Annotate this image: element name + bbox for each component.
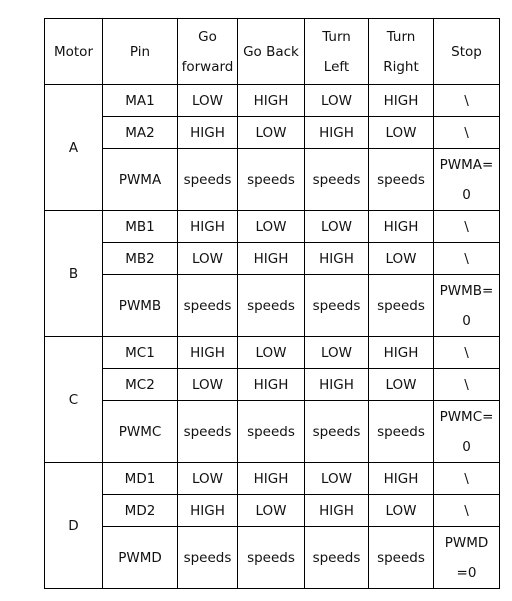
back-cell: speeds — [238, 275, 305, 337]
pin-cell: MB1 — [103, 211, 178, 243]
pin-cell: MC2 — [103, 369, 178, 401]
back-cell: HIGH — [238, 463, 305, 495]
motor-cell: C — [45, 337, 103, 463]
back-cell: LOW — [238, 211, 305, 243]
left-cell: LOW — [305, 211, 369, 243]
header-go-forward-line-1: Go — [198, 28, 217, 45]
stop-cell — [434, 527, 500, 589]
stop-cell-line: \ — [464, 502, 469, 519]
left-cell: speeds — [305, 527, 369, 589]
back-cell: HIGH — [238, 369, 305, 401]
table-row — [45, 401, 500, 463]
table-row — [45, 527, 500, 589]
stop-cell-line: \ — [464, 470, 469, 487]
forward-cell: HIGH — [178, 211, 238, 243]
left-cell: LOW — [305, 85, 369, 117]
stop-cell-line: PWMD — [444, 534, 489, 551]
table-row — [45, 369, 500, 401]
forward-cell: LOW — [178, 369, 238, 401]
stop-cell — [434, 243, 500, 275]
header-go-back: Go Back — [238, 19, 305, 85]
pin-cell: MD1 — [103, 463, 178, 495]
back-cell: LOW — [238, 337, 305, 369]
forward-cell: speeds — [178, 401, 238, 463]
table-row — [45, 463, 500, 495]
stop-cell — [434, 149, 500, 211]
right-cell: HIGH — [369, 85, 434, 117]
right-cell: speeds — [369, 149, 434, 211]
back-cell: speeds — [238, 401, 305, 463]
back-cell: speeds — [238, 527, 305, 589]
header-motor: Motor — [45, 19, 103, 85]
table-body — [45, 85, 500, 589]
header-turn-left-line-1: Turn — [322, 28, 351, 45]
left-cell: HIGH — [305, 117, 369, 149]
left-cell: speeds — [305, 275, 369, 337]
table-row — [45, 275, 500, 337]
right-cell: LOW — [369, 117, 434, 149]
forward-cell: HIGH — [178, 117, 238, 149]
back-cell: LOW — [238, 495, 305, 527]
right-cell: LOW — [369, 243, 434, 275]
table-row — [45, 149, 500, 211]
right-cell: speeds — [369, 401, 434, 463]
header-turn-left-line-2: Left — [323, 58, 350, 75]
right-cell: speeds — [369, 527, 434, 589]
stop-cell-line: \ — [464, 344, 469, 361]
header-stop: Stop — [434, 19, 500, 85]
stop-cell-line: PWMB= — [439, 282, 494, 299]
forward-cell: LOW — [178, 85, 238, 117]
back-cell: LOW — [238, 117, 305, 149]
left-cell: HIGH — [305, 243, 369, 275]
right-cell: speeds — [369, 275, 434, 337]
pin-cell: MC1 — [103, 337, 178, 369]
right-cell: HIGH — [369, 337, 434, 369]
stop-cell-line: \ — [464, 250, 469, 267]
header-go-forward — [178, 19, 238, 85]
stop-cell — [434, 495, 500, 527]
left-cell: speeds — [305, 149, 369, 211]
motor-cell: A — [45, 85, 103, 211]
back-cell: speeds — [238, 149, 305, 211]
stop-cell — [434, 117, 500, 149]
header-turn-right-line-2: Right — [383, 58, 419, 75]
header-turn-right-line-1: Turn — [386, 28, 416, 45]
table-row — [45, 337, 500, 369]
forward-cell: HIGH — [178, 337, 238, 369]
forward-cell: speeds — [178, 275, 238, 337]
table-row — [45, 117, 500, 149]
stop-cell — [434, 401, 500, 463]
back-cell: HIGH — [238, 85, 305, 117]
stop-cell — [434, 337, 500, 369]
table-row — [45, 85, 500, 117]
left-cell: HIGH — [305, 369, 369, 401]
right-cell: HIGH — [369, 211, 434, 243]
left-cell: LOW — [305, 463, 369, 495]
stop-cell-line: =0 — [456, 564, 477, 581]
right-cell: LOW — [369, 369, 434, 401]
header-go-forward-line-2: forward — [181, 58, 234, 75]
motor-cell: B — [45, 211, 103, 337]
header-pin: Pin — [103, 19, 178, 85]
pin-cell: PWMC — [103, 401, 178, 463]
pin-cell: MD2 — [103, 495, 178, 527]
stop-cell-line: PWMC= — [439, 408, 494, 425]
pin-cell: MA1 — [103, 85, 178, 117]
right-cell: HIGH — [369, 463, 434, 495]
stop-cell-line: 0 — [462, 186, 471, 203]
back-cell: HIGH — [238, 243, 305, 275]
stop-cell — [434, 463, 500, 495]
stop-cell — [434, 369, 500, 401]
pin-cell: MA2 — [103, 117, 178, 149]
left-cell: HIGH — [305, 495, 369, 527]
stop-cell-line: \ — [464, 124, 469, 141]
stop-cell — [434, 275, 500, 337]
stop-cell-line: \ — [464, 92, 469, 109]
forward-cell: LOW — [178, 243, 238, 275]
stop-cell — [434, 211, 500, 243]
motor-control-table — [44, 18, 500, 589]
stop-cell — [434, 85, 500, 117]
pin-cell: PWMB — [103, 275, 178, 337]
left-cell: LOW — [305, 337, 369, 369]
header-turn-right — [369, 19, 434, 85]
stop-cell-line: \ — [464, 376, 469, 393]
left-cell: speeds — [305, 401, 369, 463]
table-row — [45, 495, 500, 527]
pin-cell: PWMD — [103, 527, 178, 589]
stop-cell-line: \ — [464, 218, 469, 235]
stop-cell-line: 0 — [462, 438, 471, 455]
motor-cell: D — [45, 463, 103, 589]
forward-cell: LOW — [178, 463, 238, 495]
forward-cell: speeds — [178, 149, 238, 211]
table-row — [45, 211, 500, 243]
forward-cell: speeds — [178, 527, 238, 589]
stop-cell-line: 0 — [462, 312, 471, 329]
stop-cell-line: PWMA= — [439, 156, 494, 173]
header-turn-left — [305, 19, 369, 85]
table-row — [45, 243, 500, 275]
header-row — [45, 19, 500, 85]
forward-cell: HIGH — [178, 495, 238, 527]
pin-cell: MB2 — [103, 243, 178, 275]
right-cell: LOW — [369, 495, 434, 527]
pin-cell: PWMA — [103, 149, 178, 211]
